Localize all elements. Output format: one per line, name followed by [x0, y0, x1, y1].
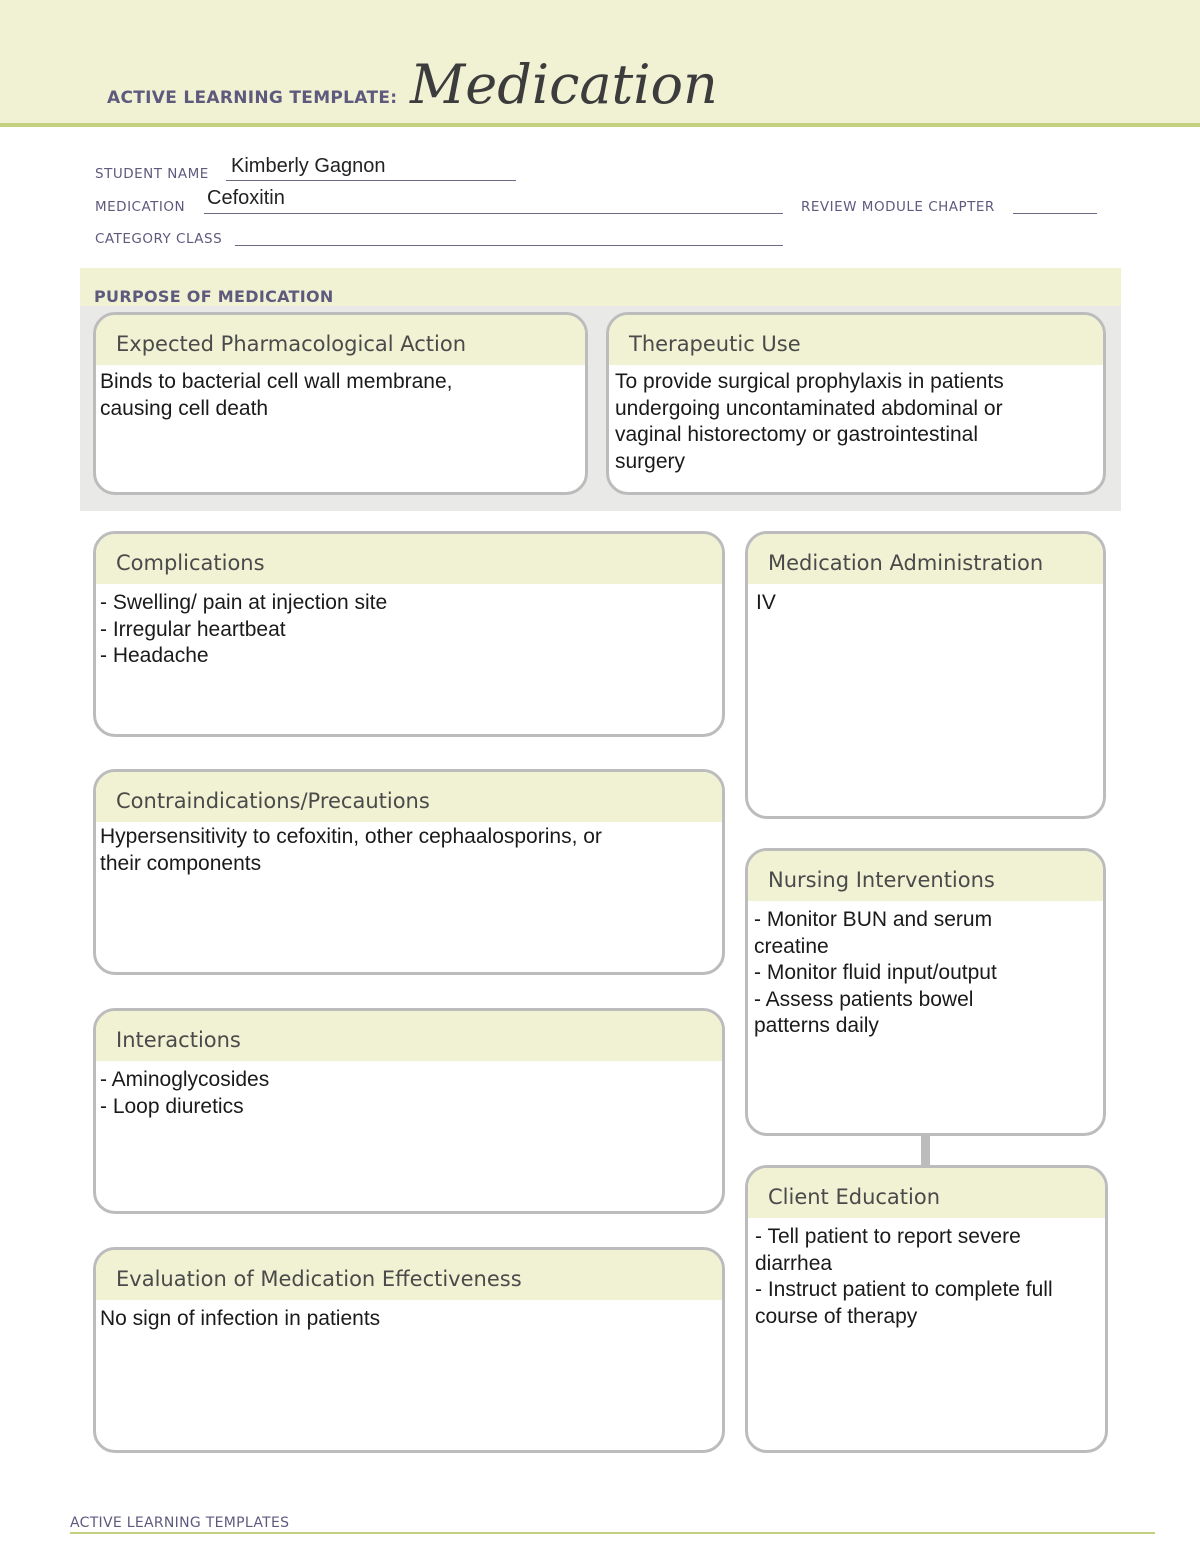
client-education-box [745, 1165, 1108, 1453]
expected-action-box [93, 312, 588, 495]
student-name-label: STUDENT NAME [95, 166, 209, 182]
box-connector [921, 1133, 930, 1167]
text-line: - Loop diuretics [100, 1094, 244, 1118]
category-class-underline [235, 245, 783, 246]
client-education-title: Client Education [748, 1168, 1105, 1218]
category-class-label: CATEGORY CLASS [95, 231, 223, 247]
purpose-header [80, 268, 1121, 306]
administration-title: Medication Administration [748, 534, 1103, 584]
footer-divider [70, 1532, 1155, 1534]
template-label: ACTIVE LEARNING TEMPLATE: [107, 88, 398, 108]
text-line: - Tell patient to report severe [755, 1225, 1021, 1248]
review-module-label: REVIEW MODULE CHAPTER [801, 199, 995, 215]
therapeutic-use-text[interactable] [609, 365, 1103, 475]
text-line: their components [100, 851, 262, 875]
text-line: - Aminoglycosides [100, 1068, 270, 1091]
nursing-interventions-title: Nursing Interventions [748, 851, 1103, 901]
medication-label: MEDICATION [95, 199, 186, 215]
text-line: - Monitor fluid input/output [754, 961, 997, 984]
review-module-underline [1013, 213, 1097, 214]
text-line: - Instruct patient to complete full [755, 1278, 1053, 1301]
text-line: - Monitor BUN and serum [754, 908, 993, 931]
contraindications-title: Contraindications/Precautions [96, 772, 722, 822]
text-line: undergoing uncontaminated abdominal or [615, 396, 1003, 420]
text-line: - Headache [100, 644, 209, 667]
text-line: IV [756, 591, 776, 614]
text-line: - Assess patients bowel [754, 987, 974, 1011]
text-line: - Swelling/ pain at injection site [100, 591, 388, 614]
therapeutic-use-title: Therapeutic Use [609, 315, 1103, 365]
expected-action-title: Expected Pharmacological Action [96, 315, 585, 365]
complications-box [93, 531, 725, 737]
text-line: causing cell death [100, 396, 269, 420]
client-education-text[interactable] [748, 1218, 1105, 1330]
evaluation-text[interactable] [96, 1300, 722, 1333]
text-line: - Irregular heartbeat [100, 617, 286, 641]
complications-title: Complications [96, 534, 722, 584]
interactions-text[interactable] [96, 1061, 722, 1120]
nursing-interventions-text[interactable] [748, 901, 1103, 1040]
footer-label: ACTIVE LEARNING TEMPLATES [70, 1515, 290, 1531]
text-line: course of therapy [755, 1304, 918, 1328]
interactions-box [93, 1008, 725, 1214]
nursing-interventions-box [745, 848, 1106, 1136]
interactions-title: Interactions [96, 1011, 722, 1061]
student-name-underline [226, 180, 516, 181]
evaluation-box [93, 1247, 725, 1453]
expected-action-text[interactable] [96, 365, 585, 422]
contraindications-text[interactable] [96, 822, 722, 877]
text-line: surgery [615, 449, 686, 473]
purpose-label: PURPOSE OF MEDICATION [94, 287, 334, 306]
student-name-field[interactable]: Kimberly Gagnon [231, 155, 386, 177]
text-line: Hypersensitivity to cefoxitin, other cephaalosporins, or [100, 825, 602, 848]
contraindications-box [93, 769, 725, 975]
complications-text[interactable] [96, 584, 722, 670]
page-title: Medication [410, 53, 718, 116]
text-line: To provide surgical prophylaxis in patients [615, 370, 1004, 393]
header-divider [0, 123, 1200, 127]
text-line: diarrhea [755, 1251, 833, 1275]
administration-box [745, 531, 1106, 819]
medication-field[interactable]: Cefoxitin [207, 187, 285, 209]
therapeutic-use-box [606, 312, 1106, 495]
medication-underline [204, 213, 783, 214]
text-line: patterns daily [754, 1014, 879, 1037]
text-line: creatine [754, 934, 829, 958]
text-line: No sign of infection in patients [100, 1307, 381, 1330]
administration-text[interactable] [748, 584, 1103, 617]
evaluation-title: Evaluation of Medication Effectiveness [96, 1250, 722, 1300]
text-line: vaginal historectomy or gastrointestinal [615, 423, 979, 446]
text-line: Binds to bacterial cell wall membrane, [100, 370, 453, 393]
